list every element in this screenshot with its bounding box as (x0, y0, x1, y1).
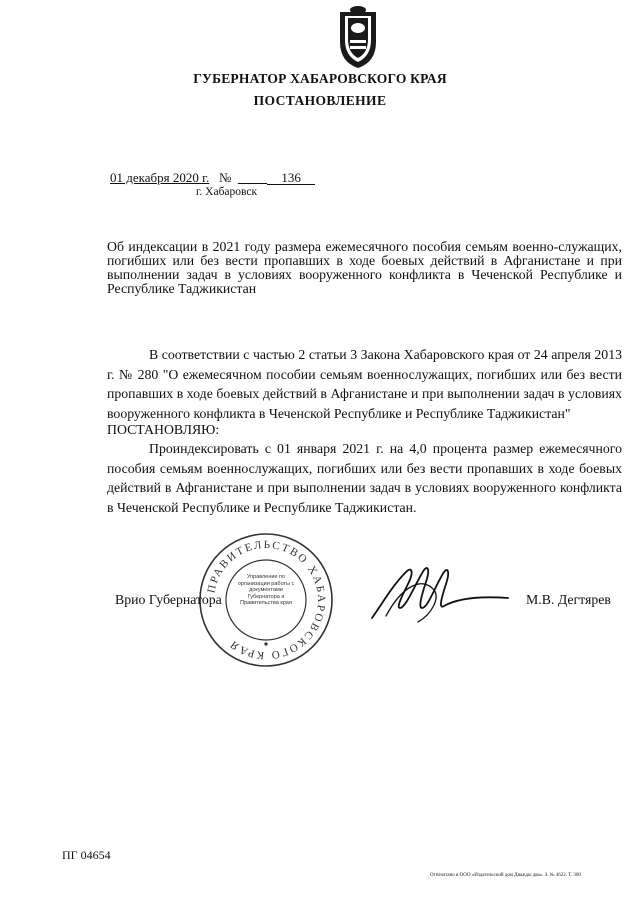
print-footer-note: Отпечатано в ООО «Издательский дом Дважды два». З. № 4622. Т. 300 (430, 873, 581, 878)
document-date: 01 декабря 2020 г. (110, 170, 210, 185)
document-subject: Об индексации в 2021 году размера ежемесячного пособия семьям военно-служащих, погибших или без вести пропавших в ходе боевых действий в Афганистане и при выполнении задач в условиях вооруженного конфликта в Чеченской Республике и Республике Таджикистан (107, 239, 622, 296)
signer-position: Врио Губернатора (115, 592, 222, 607)
authority-heading: ГУБЕРНАТОР ХАБАРОВСКОГО КРАЯ (193, 71, 447, 86)
signer-name: М.В. Дегтярев (526, 592, 611, 607)
decision-paragraph: Проиндексировать с 01 января 2021 г. на 4,0 процента размер ежемесячного пособия семьям военнослужащих, погибших или без вести пропавших в ходе боевых действий в Афганистане и при выполнении задач в условиях вооруженного конфликта в Чеченской Республике и Республике Таджикистан. (107, 441, 622, 515)
resolve-heading: ПОСТАНОВЛЯЮ: (107, 422, 220, 437)
seal-ring-text: ПРАВИТЕЛЬСТВО ХАБАРОВСКОГО КРАЯ (205, 538, 328, 662)
coat-of-arms-emblem (336, 6, 380, 70)
seal-center-text: Управление по организации работы с документами Губернатора и Правительства края (237, 574, 295, 607)
document-number: 136 (267, 171, 315, 185)
handwritten-signature (362, 556, 512, 636)
document-city: г. Хабаровск (196, 186, 258, 198)
number-label: № (218, 170, 232, 185)
preamble-paragraph: В соответствии с частью 2 статьи 3 Закона Хабаровского края от 24 апреля 2013 г. № 280 "О ежемесячном пособии семьям военнослужащих, погибших или без вести пропавших в ходе боевых действий в Афганистане и при выполнении задач в условиях вооруженного конфликта в Чеченской Республике и Республике Таджикистан" (107, 347, 622, 421)
registration-line (110, 170, 315, 186)
document-code: ПГ 04654 (62, 848, 111, 862)
document-type-heading: ПОСТАНОВЛЕНИЕ (253, 93, 387, 108)
